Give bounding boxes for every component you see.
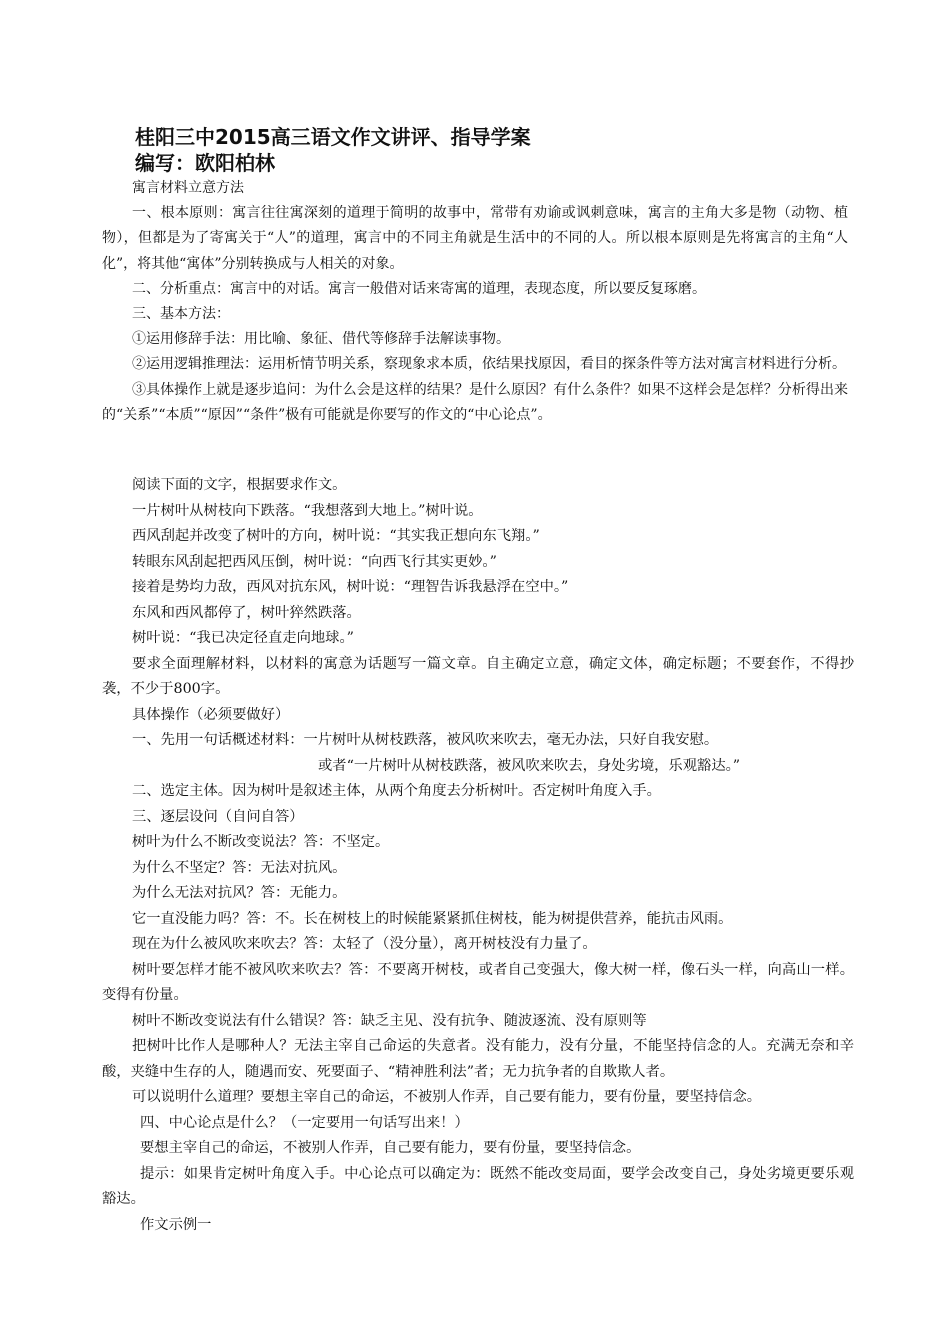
example-heading: 作文示例一 (140, 1216, 212, 1233)
method-principle: 一、根本原则：寓言往往寓深刻的道理于简明的故事中，常带有劝谕或讽刺意味，寓言的主角大多是物（动物、植物），但都是为了寄寓关于“人”的道理，寓言中的不同主角就是生活中的不同的人。所以根本原则是先将寓言的主角“人化”，将其他“寓体”分别转换成与人相关的对象。 (102, 205, 848, 272)
task-requirement: 要求全面理解材料，以材料的寓意为话题写一篇文章。自主确定立意，确定文体，确定标题；不要套作，不得抄袭，不少于800字。 (102, 655, 854, 697)
task-section (102, 473, 854, 1238)
method-heading: 寓言材料立意方法 (132, 180, 244, 196)
method-focus: 二、分析重点：寓言中的对话。寓言一般借对话来寄寓的道理，表现态度，所以要反复琢磨。 (132, 280, 706, 297)
qa-line: 现在为什么被风吹来吹去？答：太轻了（没分量），离开树枝没有力量了。 (132, 936, 597, 952)
qa-line: 它一直没能力吗？答：不。长在树枝上的时候能紧紧抓住树枝，能为树提供营养，能抗击风雨。 (132, 910, 733, 927)
method-section (102, 176, 848, 428)
method-basic-heading: 三、基本方法： (132, 306, 230, 323)
qa-line: 树叶要怎样才能不被风吹来吹去？答：不要离开树枝，或者自己变强大，像大树一样，像石头一样，向高山一样。变得有份量。 (102, 961, 854, 1003)
step-1-alternative: 或者“一片树叶从树枝跌落，被风吹来吹去，身处劣境，乐观豁达。” (318, 757, 741, 774)
story-line: 一片树叶从树枝向下跌落。“我想落到大地上。”树叶说。 (132, 502, 483, 519)
method-item-1: ①运用修辞手法：用比喻、象征、借代等修辞手法解读事物。 (132, 331, 510, 348)
step-4: 四、中心论点是什么？（一定要用一句话写出来！） (140, 1114, 469, 1131)
story-line: 转眼东风刮起把西风压倒，树叶说：“向西飞行其实更妙。” (132, 553, 497, 570)
qa-line: 可以说明什么道理？要想主宰自己的命运，不被别人作弄，自己要有能力，要有份量，要坚持信念。 (132, 1089, 762, 1105)
document-title: 桂阳三中2015高三语文作文讲评、指导学案 (135, 125, 531, 149)
method-item-3: ③具体操作上就是逐步追问：为什么会是这样的结果？是什么原因？有什么条件？如果不这样会是怎样？分析得出来的“关系”“本质”“原因”“条件”极有可能就是你要写的作文的“中心论点”。 (102, 381, 848, 423)
qa-line: 把树叶比作人是哪种人？无法主宰自己命运的失意者。没有能力，没有分量，不能坚持信念的人。充满无奈和辛酸，夹缝中生存的人，随遇而安、死要面子、“精神胜利法”者；无力抗争者的自欺欺人者。 (102, 1038, 854, 1080)
qa-line: 树叶为什么不断改变说法？答：不坚定。 (132, 834, 390, 850)
step-2: 二、选定主体。因为树叶是叙述主体，从两个角度去分析树叶。否定树叶角度入手。 (132, 783, 661, 799)
hint: 提示：如果肯定树叶角度入手。中心论点可以确定为：既然不能改变局面，要学会改变自己，身处劣境更要乐观豁达。 (102, 1165, 854, 1207)
story-line: 树叶说：“我已决定径直走向地球。” (132, 630, 354, 646)
step-3: 三、逐层设问（自问自答） (132, 808, 304, 825)
story-line: 东风和西风都停了，树叶猝然跌落。 (132, 604, 361, 621)
central-thesis: 要想主宰自己的命运，不被别人作弄，自己要有能力，要有份量，要坚持信念。 (140, 1140, 641, 1156)
task-intro: 阅读下面的文字，根据要求作文。 (132, 477, 347, 493)
step-1: 一、先用一句话概述材料：一片树叶从树枝跌落，被风吹来吹去，毫无办法，只好自我安慰。 (132, 732, 719, 748)
method-item-2: ②运用逻辑推理法：运用析情节明关系，察现象求本质，依结果找原因，看目的探条件等方法对寓言材料进行分析。 (132, 356, 846, 373)
qa-line: 为什么无法对抗风？答：无能力。 (132, 885, 347, 901)
qa-line: 树叶不断改变说法有什么错误？答：缺乏主见、没有抗争、随波逐流、没有原则等 (132, 1012, 647, 1029)
qa-line: 为什么不坚定？答：无法对抗风。 (132, 859, 347, 876)
story-line: 接着是势均力敌，西风对抗东风，树叶说：“理智告诉我悬浮在空中。” (132, 579, 569, 595)
steps-heading: 具体操作（必须要做好） (132, 706, 290, 723)
story-line: 西风刮起并改变了树叶的方向，树叶说：“其实我正想向东飞翔。” (132, 528, 540, 544)
document-author: 编写：欧阳柏林 (135, 151, 275, 175)
